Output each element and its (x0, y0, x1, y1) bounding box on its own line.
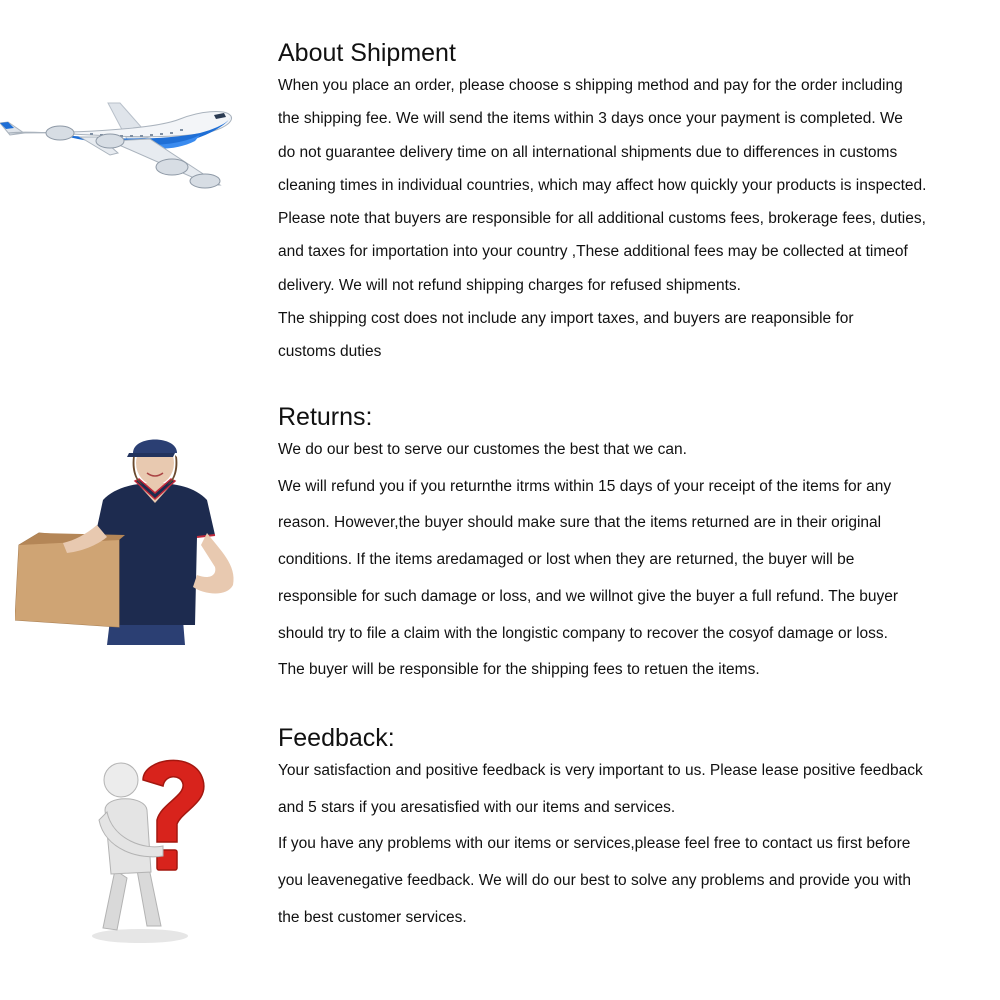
feedback-line: you leavenegative feedback. We will do our best to solve any problems and provide you with (278, 872, 911, 890)
shipment-line: When you place an order, please choose s shipping method and pay for the order including (278, 77, 903, 94)
feedback-body (278, 753, 990, 937)
question-mark-figure-icon (85, 750, 215, 950)
returns-line: The buyer will be responsible for the shipping fees to retuen the items. (278, 661, 760, 679)
returns-line: We do our best to serve our customes the best that we can. (278, 441, 687, 458)
airplane-icon (0, 95, 260, 210)
feedback-text (278, 723, 990, 937)
shipment-body (278, 69, 990, 369)
shipment-line: cleaning times in individual countries, which may affect how quickly your products is inspected. (278, 176, 927, 194)
shipment-line: The shipping cost does not include any import taxes, and buyers are reaponsible for (278, 310, 854, 328)
shipment-line: the shipping fee. We will send the items within 3 days once your payment is completed. We (278, 110, 903, 128)
returns-line: responsible for such damage or loss, and we willnot give the buyer a full refund. The buyer (278, 587, 899, 605)
delivery-woman-icon (15, 425, 245, 655)
feedback-title: Feedback: (278, 724, 395, 752)
returns-line: conditions. If the items aredamaged or lost when they are returned, the buyer will be (278, 551, 855, 569)
shipment-line: and taxes for importation into your country ,These additional fees may be collected at timeof (278, 243, 908, 261)
shipment-text (278, 38, 990, 369)
shipment-line: do not guarantee delivery time on all international shipments due to differences in customs (278, 143, 898, 161)
returns-title: Returns: (278, 403, 373, 431)
feedback-line: Your satisfaction and positive feedback is very important to us. Please lease positive feedback (278, 762, 923, 779)
returns-line: should try to file a claim with the longistic company to recover the cosyof damage or loss. (278, 624, 888, 642)
feedback-line: If you have any problems with our items or services,please feel free to contact us first before (278, 835, 911, 853)
shipment-title: About Shipment (278, 39, 456, 67)
shipment-line: Please note that buyers are responsible for all additional customs fees, brokerage fees, duties, (278, 210, 926, 228)
returns-line: We will refund you if you returnthe itrms within 15 days of your receipt of the items for any (278, 477, 892, 495)
returns-body (278, 432, 990, 689)
shipment-line: delivery. We will not refund shipping charges for refused shipments. (278, 276, 741, 294)
returns-line: reason. However,the buyer should make sure that the items returned are in their original (278, 514, 882, 532)
feedback-line: and 5 stars if you aresatisfied with our items and services. (278, 798, 676, 816)
shipment-line: customs duties (278, 343, 382, 361)
returns-text (278, 402, 990, 689)
feedback-line: the best customer services. (278, 908, 467, 926)
